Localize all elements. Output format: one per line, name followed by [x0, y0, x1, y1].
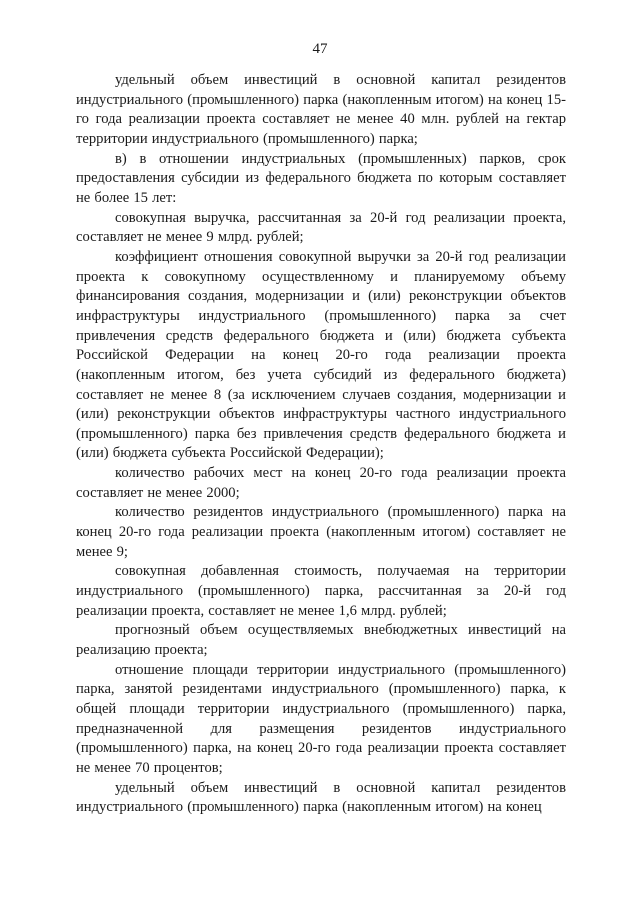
paragraph: удельный объем инвестиций в основной капитал резидентов индустриального (промышленного) парка (накопленным итогом) на конец 15-го года реализации проекта составляет не менее 40 млн. рублей на гектар территории индустриального (промышленного) парка;	[76, 72, 566, 147]
page-number: 47	[312, 41, 328, 57]
paragraph: прогнозный объем осуществляемых внебюджетных инвестиций на реализацию проекта;	[76, 622, 566, 659]
paragraph: совокупная выручка, рассчитанная за 20-й год реализации проекта, составляет не менее 9 млрд. рублей;	[76, 209, 566, 246]
paragraph: совокупная добавленная стоимость, получаемая на территории индустриального (промышленного) парка, рассчитанная за 20-й год реализации проекта, составляет не менее 1,6 млрд. рублей;	[76, 563, 566, 619]
document-body	[76, 71, 566, 818]
paragraph: коэффициент отношения совокупной выручки за 20-й год реализации проекта к совокупному осуществленному и планируемому объему финансирования создания, модернизации и (или) реконструкции объектов инфраструктуры индустриального (промышленного) парка за счет привлечения средств федерального бюджета и (или) бюджета субъекта Российской Федерации на конец 20-го года реализации проекта (накопленным итогом, без учета субсидий из федерального бюджета) составляет не менее 8 (за исключением случаев создания, модернизации и (или) реконструкции объектов инфраструктуры частного индустриального (промышленного) парка без привлечения средств федерального бюджета и (или) бюджета субъекта Российской Федерации);	[76, 248, 566, 462]
paragraph: количество резидентов индустриального (промышленного) парка на конец 20-го года реализации проекта (накопленным итогом) составляет не менее 9;	[76, 504, 566, 560]
paragraph: количество рабочих мест на конец 20-го года реализации проекта составляет не менее 2000;	[76, 465, 566, 501]
paragraph: отношение площади территории индустриального (промышленного) парка, занятой резидентами индустриального (промышленного) парка, к общей площади территории индустриального (промышленного) парка, предназначенной для размещения резидентов индустриального (промышленного) парка, на конец 20-го года реализации проекта составляет не менее 70 процентов;	[76, 661, 566, 776]
paragraph: удельный объем инвестиций в основной капитал резидентов индустриального (промышленного) парка (накопленным итогом) на конец	[76, 779, 566, 816]
paragraph: в) в отношении индустриальных (промышленных) парков, срок предоставления субсидии из федерального бюджета по которым составляет не более 15 лет:	[76, 150, 566, 206]
